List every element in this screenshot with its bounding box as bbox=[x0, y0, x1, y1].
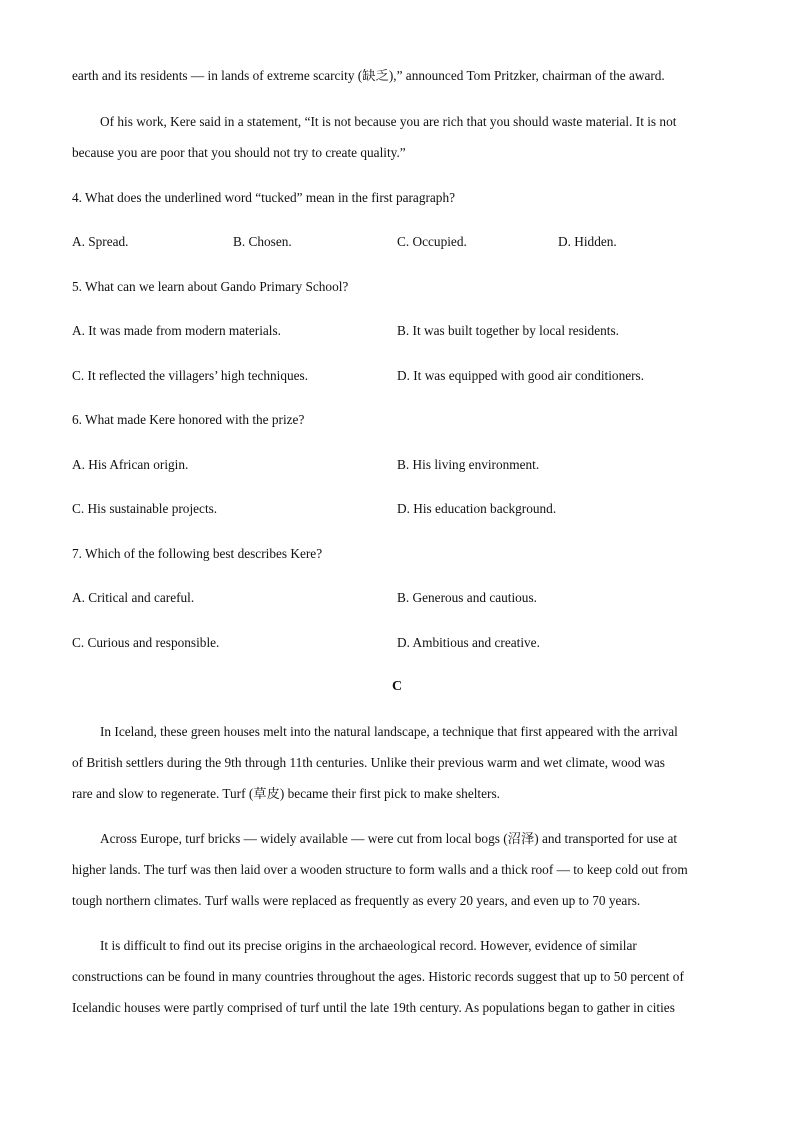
passage-line: Of his work, Kere said in a statement, “It is not because you are rich that you should waste material. It is not bbox=[100, 114, 677, 129]
paragraph-line: In Iceland, these green houses melt into the natural landscape, a technique that first appeared with the arrival bbox=[100, 724, 678, 739]
passage-line: earth and its residents — in lands of extreme scarcity (缺乏),” announced Tom Pritzker, chairman of the award. bbox=[72, 68, 665, 83]
option-c: C. It reflected the villagers’ high techniques. bbox=[72, 368, 309, 383]
option-d: D. It was equipped with good air conditioners. bbox=[397, 368, 645, 383]
paragraph-line: rare and slow to regenerate. Turf (草皮) became their first pick to make shelters. bbox=[72, 786, 500, 801]
question-stem: 5. What can we learn about Gando Primary School? bbox=[72, 279, 349, 294]
option-b: B. His living environment. bbox=[397, 457, 540, 472]
option-c: C. His sustainable projects. bbox=[72, 501, 218, 516]
option-d: D. His education background. bbox=[397, 501, 557, 516]
passage-line: because you are poor that you should not try to create quality.” bbox=[72, 145, 406, 160]
paragraph-line: Icelandic houses were partly comprised of turf until the late 19th century. As populations began to gather in cities bbox=[72, 1000, 675, 1015]
paragraph-line: tough northern climates. Turf walls were replaced as frequently as every 20 years, and even up to 70 years. bbox=[72, 893, 641, 908]
question-stem: 7. Which of the following best describes Kere? bbox=[72, 546, 323, 561]
paragraph-line: of British settlers during the 9th through 11th centuries. Unlike their previous warm and wet climate, wood was bbox=[72, 755, 665, 770]
option-c: C. Curious and responsible. bbox=[72, 635, 220, 650]
option-b: B. Chosen. bbox=[233, 234, 292, 249]
option-b: B. Generous and cautious. bbox=[397, 590, 537, 605]
option-a: A. It was made from modern materials. bbox=[72, 323, 281, 338]
option-d: D. Ambitious and creative. bbox=[397, 635, 540, 650]
paragraph-line: It is difficult to find out its precise origins in the archaeological record. However, evidence of similar bbox=[100, 938, 637, 953]
paragraph-line: higher lands. The turf was then laid over a wooden structure to form walls and a thick roof — to keep cold out from bbox=[72, 862, 688, 877]
option-a: A. His African origin. bbox=[72, 457, 189, 472]
option-b: B. It was built together by local residents. bbox=[397, 323, 619, 338]
paragraph-line: constructions can be found in many countries throughout the ages. Historic records suggest that up to 50 percent of bbox=[72, 969, 684, 984]
option-a: A. Critical and careful. bbox=[72, 590, 195, 605]
paragraph-line: Across Europe, turf bricks — widely available — were cut from local bogs (沼泽) and transported for use at bbox=[100, 831, 678, 846]
option-d: D. Hidden. bbox=[558, 234, 617, 249]
question-stem: 4. What does the underlined word “tucked” mean in the first paragraph? bbox=[72, 190, 456, 205]
option-a: A. Spread. bbox=[72, 234, 129, 249]
section-heading: C bbox=[391, 679, 403, 694]
question-stem: 6. What made Kere honored with the prize? bbox=[72, 412, 305, 427]
option-c: C. Occupied. bbox=[397, 234, 467, 249]
